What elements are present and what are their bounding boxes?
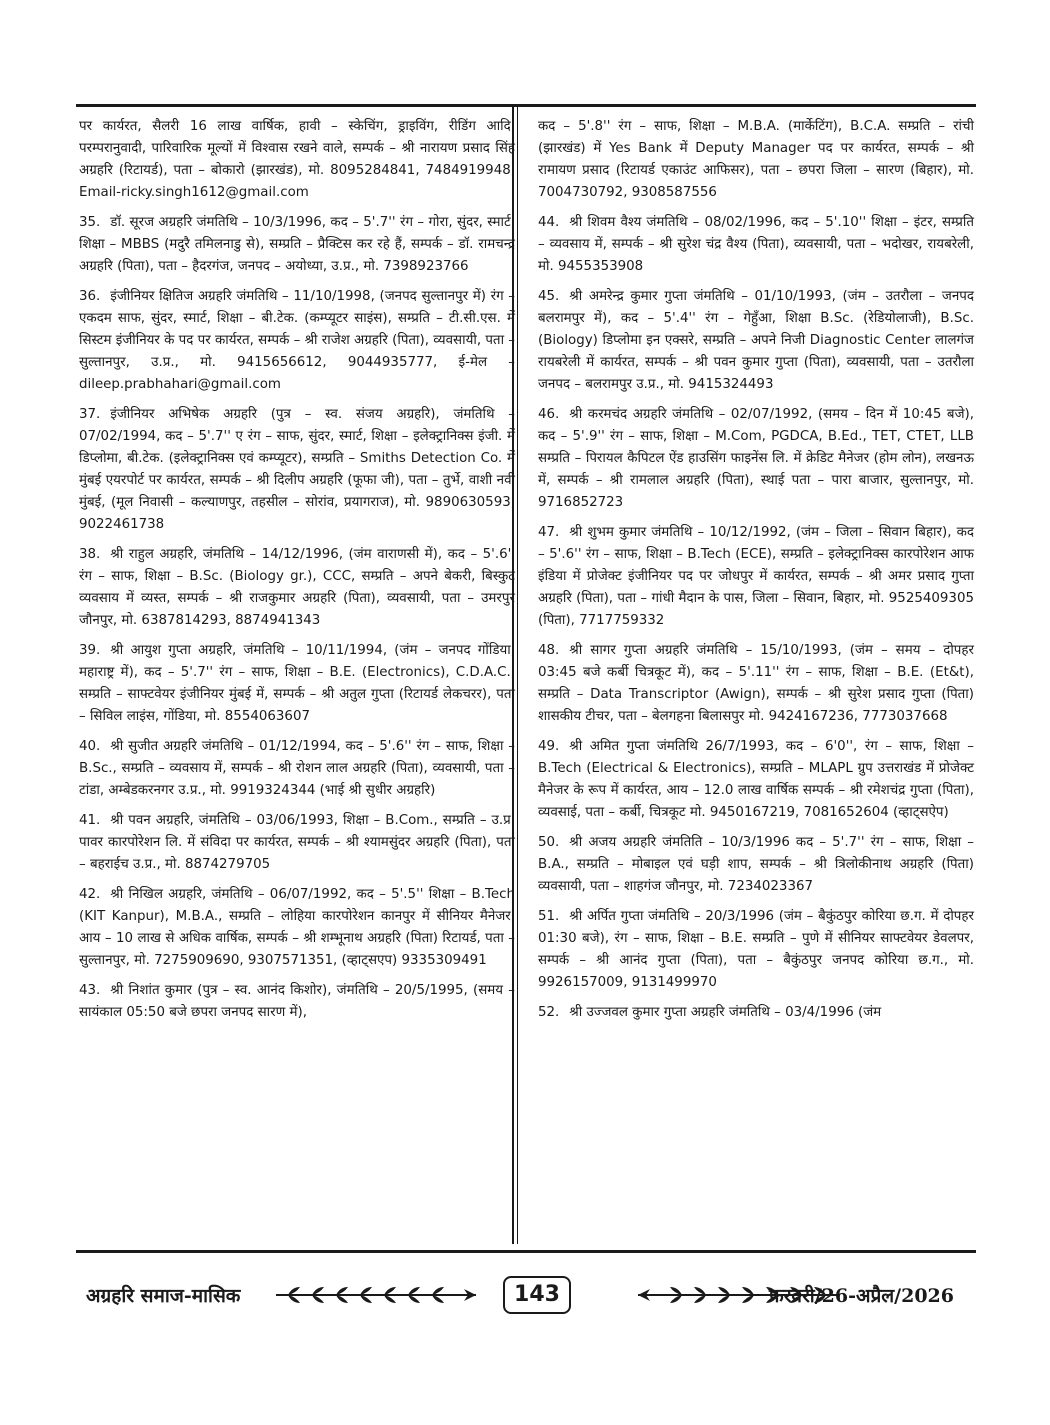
entry-number: 36.: [79, 289, 101, 304]
entry: [79, 640, 515, 728]
entry-text: श्री अजय अग्रहरि जंमतिति – 10/3/1996 कद – 5'.7'' रंग – साफ, शिक्षा – B.A., सम्प्रति – मोबाइल एवं घड़ी शाप, सम्पर्क – श्री त्रिलोकीनाथ अग्रहरि (पिता) व्यवसायी, पता – शाहगंज जौनपुर, मो. 7234023367: [538, 835, 974, 894]
vine-ornament-icon: [276, 1286, 486, 1304]
entry-text: श्री शुभम कुमार जंमतिथि – 10/12/1992, (जंम – जिला – सिवान बिहार), कद – 5'.6'' रंग – साफ, शिक्षा – B.Tech (ECE), सम्प्रति – इलेक्ट्रानिक्स कारपोरेशन आफ इंडिया में प्रोजेक्ट इंजीनियर पद पर जोधपुर में कार्यरत, सम्पर्क – श्री अमर प्रसाद गुप्ता अग्रहरि (पिता), पता – गांधी मैदान के पास, जिला – सिवान, बिहार, मो. 9525409305 (पिता), 7717759332: [538, 525, 974, 628]
entry-number: 49.: [538, 739, 560, 754]
entry-number: 37.: [79, 407, 101, 422]
entry: [538, 640, 974, 728]
entry-number: 38.: [79, 547, 101, 562]
entry: [538, 522, 974, 632]
entry: [538, 286, 974, 396]
entry: [79, 212, 515, 278]
page-number: 143: [503, 1276, 571, 1314]
entry-number: 41.: [79, 813, 101, 828]
entry-text: श्री सागर गुप्ता अग्रहरि जंमतिथि – 15/10/1993, (जंम – समय – दोपहर 03:45 बजे कर्बी चित्रकूट में), कद – 5'.11'' रंग – साफ, शिक्षा – B.E. (Et&t), सम्प्रति – Data Transcriptor (Awign), सम्पर्क – श्री सुरेश प्रसाद गुप्ता (पिता) शासकीय टीचर, पता – बेलगहना बिलासपुर मो. 9424167236, 7773037668: [538, 643, 974, 724]
entry: [538, 116, 974, 204]
entry: [79, 544, 515, 632]
entry-number: 40.: [79, 739, 101, 754]
entry-text: श्री निशांत कुमार (पुत्र – स्व. आनंद किशोर), जंमतिथि – 20/5/1995, (समय – सायंकाल 05:50 बजे छपरा जनपद सारण में),: [79, 983, 515, 1020]
entry-number: 50.: [538, 835, 560, 850]
entry-number: 42.: [79, 887, 101, 902]
column-divider: [512, 106, 514, 1244]
entry: [79, 980, 515, 1024]
right-column: [538, 116, 974, 1032]
entry: [79, 116, 515, 204]
entry-number: 48.: [538, 643, 560, 658]
entry-number: 44.: [538, 215, 560, 230]
entry: [538, 404, 974, 514]
entry-number: 52.: [538, 1005, 560, 1020]
entry-text: डॉ. सूरज अग्रहरि जंमतिथि – 10/3/1996, कद – 5'.7'' रंग – गोरा, सुंदर, स्मार्ट, शिक्षा – MBBS (मदुरै तमिलनाडु से), सम्प्रति – प्रैक्टिस कर रहे हैं, सम्पर्क – डॉ. रामचन्द्र अग्रहरि (पिता), पता – हैदरगंज, जनपद – अयोध्या, उ.प्र., मो. 7398923766: [79, 215, 515, 274]
entry-text: पर कार्यरत, सैलरी 16 लाख वार्षिक, हावी – स्केचिंग, ड्राइविंग, रीडिंग आदि, परम्परानुवादी, पारिवारिक मूल्यों में विश्वास रखने वाले, सम्पर्क – श्री नारायण प्रसाद सिंह अग्रहरि (रिटायर्ड), पता – बोकारो (झारखंड), मो. 8095284841, 7484919948, Email-ricky.singh1612@gmail.com: [79, 119, 515, 200]
entry-text: श्री सुजीत अग्रहरि जंमतिथि – 01/12/1994, कद – 5'.6'' रंग – साफ, शिक्षा – B.Sc., सम्प्रति – व्यवसाय में, सम्पर्क – श्री रोशन लाल अग्रहरि (पिता), व्यवसायी, पता – टांडा, अम्बेडकरनगर उ.प्र., मो. 9919324344 (भाई श्री सुधीर अग्रहरि): [79, 739, 515, 798]
entry-text: इंजीनियर अभिषेक अग्रहरि (पुत्र – स्व. संजय अग्रहरि), जंमतिथि – 07/02/1994, कद – 5'.7'' ए रंग – साफ, सुंदर, स्मार्ट, शिक्षा – इलेक्ट्रानिक्स इंजी. में डिप्लोमा, बी.टेक. (इलेक्ट्रानिक्स एवं कम्प्यूटर), सम्प्रति – Smiths Detection Co. में मुंबई एयरपोर्ट पर कार्यरत, सम्पर्क – श्री दिलीप अग्रहरि (फूफा जी), पता – तुर्भे, वाशी नवी मुंबई, (मूल निवासी – कल्याणपुर, तहसील – सोरांव, प्रयागराज), मो. 9890630593, 9022461738: [79, 407, 515, 532]
entry-text: श्री पवन अग्रहरि, जंमतिथि – 03/06/1993, शिक्षा – B.Com., सम्प्रति – उ.प्र. पावर कारपोरेशन लि. में संविदा पर कार्यरत, सम्पर्क – श्री श्यामसुंदर अग्रहरि (पिता), पता – बहराईच उ.प्र., मो. 8874279705: [79, 813, 515, 872]
entry-text: इंजीनियर क्षितिज अग्रहरि जंमतिथि – 11/10/1998, (जनपद सुल्तानपुर में) रंग – एकदम साफ, सुंदर, स्मार्ट, शिक्षा – बी.टेक. (कम्प्यूटर साइंस), सम्प्रति – टी.सी.एस. में सिस्टम इंजीनियर के पद पर कार्यरत, सम्पर्क – श्री राजेश अग्रहरि (पिता), व्यवसायी, पता – सुल्तानपुर, उ.प्र., मो. 9415656612, 9044935777, ई-मेल – dileep.prabhahari@gmail.com: [79, 289, 515, 392]
issue-date: फरवरी/26-अप्रैल/2026: [769, 1285, 954, 1307]
entry-number: 47.: [538, 525, 560, 540]
entry-number: 39.: [79, 643, 101, 658]
entry: [79, 404, 515, 536]
entry: [538, 832, 974, 898]
entry-number: 51.: [538, 909, 560, 924]
entry: [79, 286, 515, 396]
top-rule: [76, 104, 976, 107]
entry-text: श्री अमित गुप्ता जंमतिथि 26/7/1993, कद – 6'0'', रंग – साफ, शिक्षा – B.Tech (Electrical & Electronics), सम्प्रति – MLAPL ग्रुप उत्तराखंड में प्रोजेक्ट मैनेजर के रूप में कार्यरत, आय – 12.0 लाख वार्षिक सम्पर्क – श्री रमेशचंद्र गुप्ता (पिता), व्यवसाई, पता – कर्बी, चित्रकूट मो. 9450167219, 7081652604 (व्हाट्सऐप): [538, 739, 974, 820]
entry-number: 35.: [79, 215, 101, 230]
entry: [79, 884, 515, 972]
column-divider: [517, 106, 518, 1244]
entry-text: श्री करमचंद अग्रहरि जंमतिथि – 02/07/1992, (समय – दिन में 10:45 बजे), कद – 5'.9'' रंग – साफ, शिक्षा – M.Com, PGDCA, B.Ed., TET, CTET, LLB सम्प्रति – पिरायल कैपिटल ऐंड हाउसिंग फाइनेंस लि. में क्रेडिट मैनेजर (होम लोन), लखनऊ में, सम्पर्क – श्री रामलाल अग्रहरि (पिता), स्थाई पता – पारा बाजार, सुल्तानपुर, मो. 9716852723: [538, 407, 974, 510]
entry-text: श्री अमरेन्द्र कुमार गुप्ता जंमतिथि – 01/10/1993, (जंम – उतरौला – जनपद बलरामपुर में), कद – 5'.4'' रंग – गेहुँआ, शिक्षा B.Sc. (रेडियोलाजी), B.Sc. (Biology) डिप्लोमा इन एक्सरे, सम्प्रति – अपने निजी Diagnostic Center लालगंज रायबरेली में कार्यरत, सम्पर्क – श्री पवन कुमार गुप्ता (पिता), व्यवसायी, पता – उतरौला जनपद – बलरामपुर उ.प्र., मो. 9415324493: [538, 289, 974, 392]
entry-number: 46.: [538, 407, 560, 422]
entry-text: श्री उज्जवल कुमार गुप्ता अग्रहरि जंमतिथि – 03/4/1996 (जंम: [569, 1005, 882, 1020]
left-column: [79, 116, 515, 1032]
magazine-name: अग्रहरि समाज-मासिक: [86, 1285, 241, 1307]
footer-rule: [76, 1250, 976, 1253]
entry: [538, 736, 974, 824]
entry: [79, 736, 515, 802]
page-footer: [76, 1272, 976, 1316]
entry-text: श्री शिवम वैश्य जंमतिथि – 08/02/1996, कद – 5'.10'' शिक्षा – इंटर, सम्प्रति – व्यवसाय में, सम्पर्क – श्री सुरेश चंद्र वैश्य (पिता), व्यवसायी, पता – भदोखर, रायबरेली, मो. 9455353908: [538, 215, 974, 274]
entry: [538, 906, 974, 994]
entry: [79, 810, 515, 876]
entry-text: श्री अर्पित गुप्ता जंमतिथि – 20/3/1996 (जंम – बैकुंठपुर कोरिया छ.ग. में दोपहर 01:30 बजे), रंग – साफ, शिक्षा – B.E. सम्प्रति – पुणे में सीनियर साफ्टवेयर डेवलपर, सम्पर्क – श्री आनंद गुप्ता (पिता), पता – बैकुंठपुर जनपद कोरिया छ.ग., मो. 9926157009, 9131499970: [538, 909, 974, 990]
entry-text: श्री आयुश गुप्ता अग्रहरि, जंमतिथि – 10/11/1994, (जंम – जनपद गोंडिया, महाराष्ट्र में), कद – 5'.7'' रंग – साफ, शिक्षा – B.E. (Electronics), C.D.A.C., सम्प्रति – साफ्टवेयर इंजीनियर मुंबई में, सम्पर्क – श्री अतुल गुप्ता (रिटायर्ड लेकचरर), पता – सिविल लाइंस, गोंडिया, मो. 8554063607: [79, 643, 515, 724]
entry-text: कद – 5'.8'' रंग – साफ, शिक्षा – M.B.A. (मार्केटिंग), B.C.A. सम्प्रति – रांची (झारखंड) में Yes Bank में Deputy Manager पद पर कार्यरत, सम्पर्क – श्री रामायण प्रसाद (रिटायर्ड एकाउंट आफिसर), पता – छपरा जिला – सारण (बिहार), मो. 7004730792, 9308587556: [538, 119, 974, 200]
entry-number: 45.: [538, 289, 560, 304]
entry-text: श्री निखिल अग्रहरि, जंमतिथि – 06/07/1992, कद – 5'.5'' शिक्षा – B.Tech (KIT Kanpur), M.B.A., सम्प्रति – लोहिया कारपोरेशन कानपुर में सीनियर मैनेजर, आय – 10 लाख से अधिक वार्षिक, सम्पर्क – श्री शम्भूनाथ अग्रहरि (पिता) रिटायर्ड, पता – सुल्तानपुर, मो. 7275909690, 9307571351, (व्हाट्सएप) 9335309491: [79, 887, 515, 968]
entry: [538, 212, 974, 278]
entry-number: 43.: [79, 983, 101, 998]
entry-text: श्री राहुल अग्रहरि, जंमतिथि – 14/12/1996, (जंम वाराणसी में), कद – 5'.6'' रंग – साफ, शिक्षा – B.Sc. (Biology gr.), CCC, सम्प्रति – अपने बेकरी, बिस्कुट व्यवसाय में व्यस्त, सम्पर्क – श्री राजकुमार अग्रहरि (पिता), व्यवसायी, पता – उमरपुर जौनपुर, मो. 6387814293, 8874941343: [79, 547, 515, 628]
entry: [538, 1002, 974, 1024]
